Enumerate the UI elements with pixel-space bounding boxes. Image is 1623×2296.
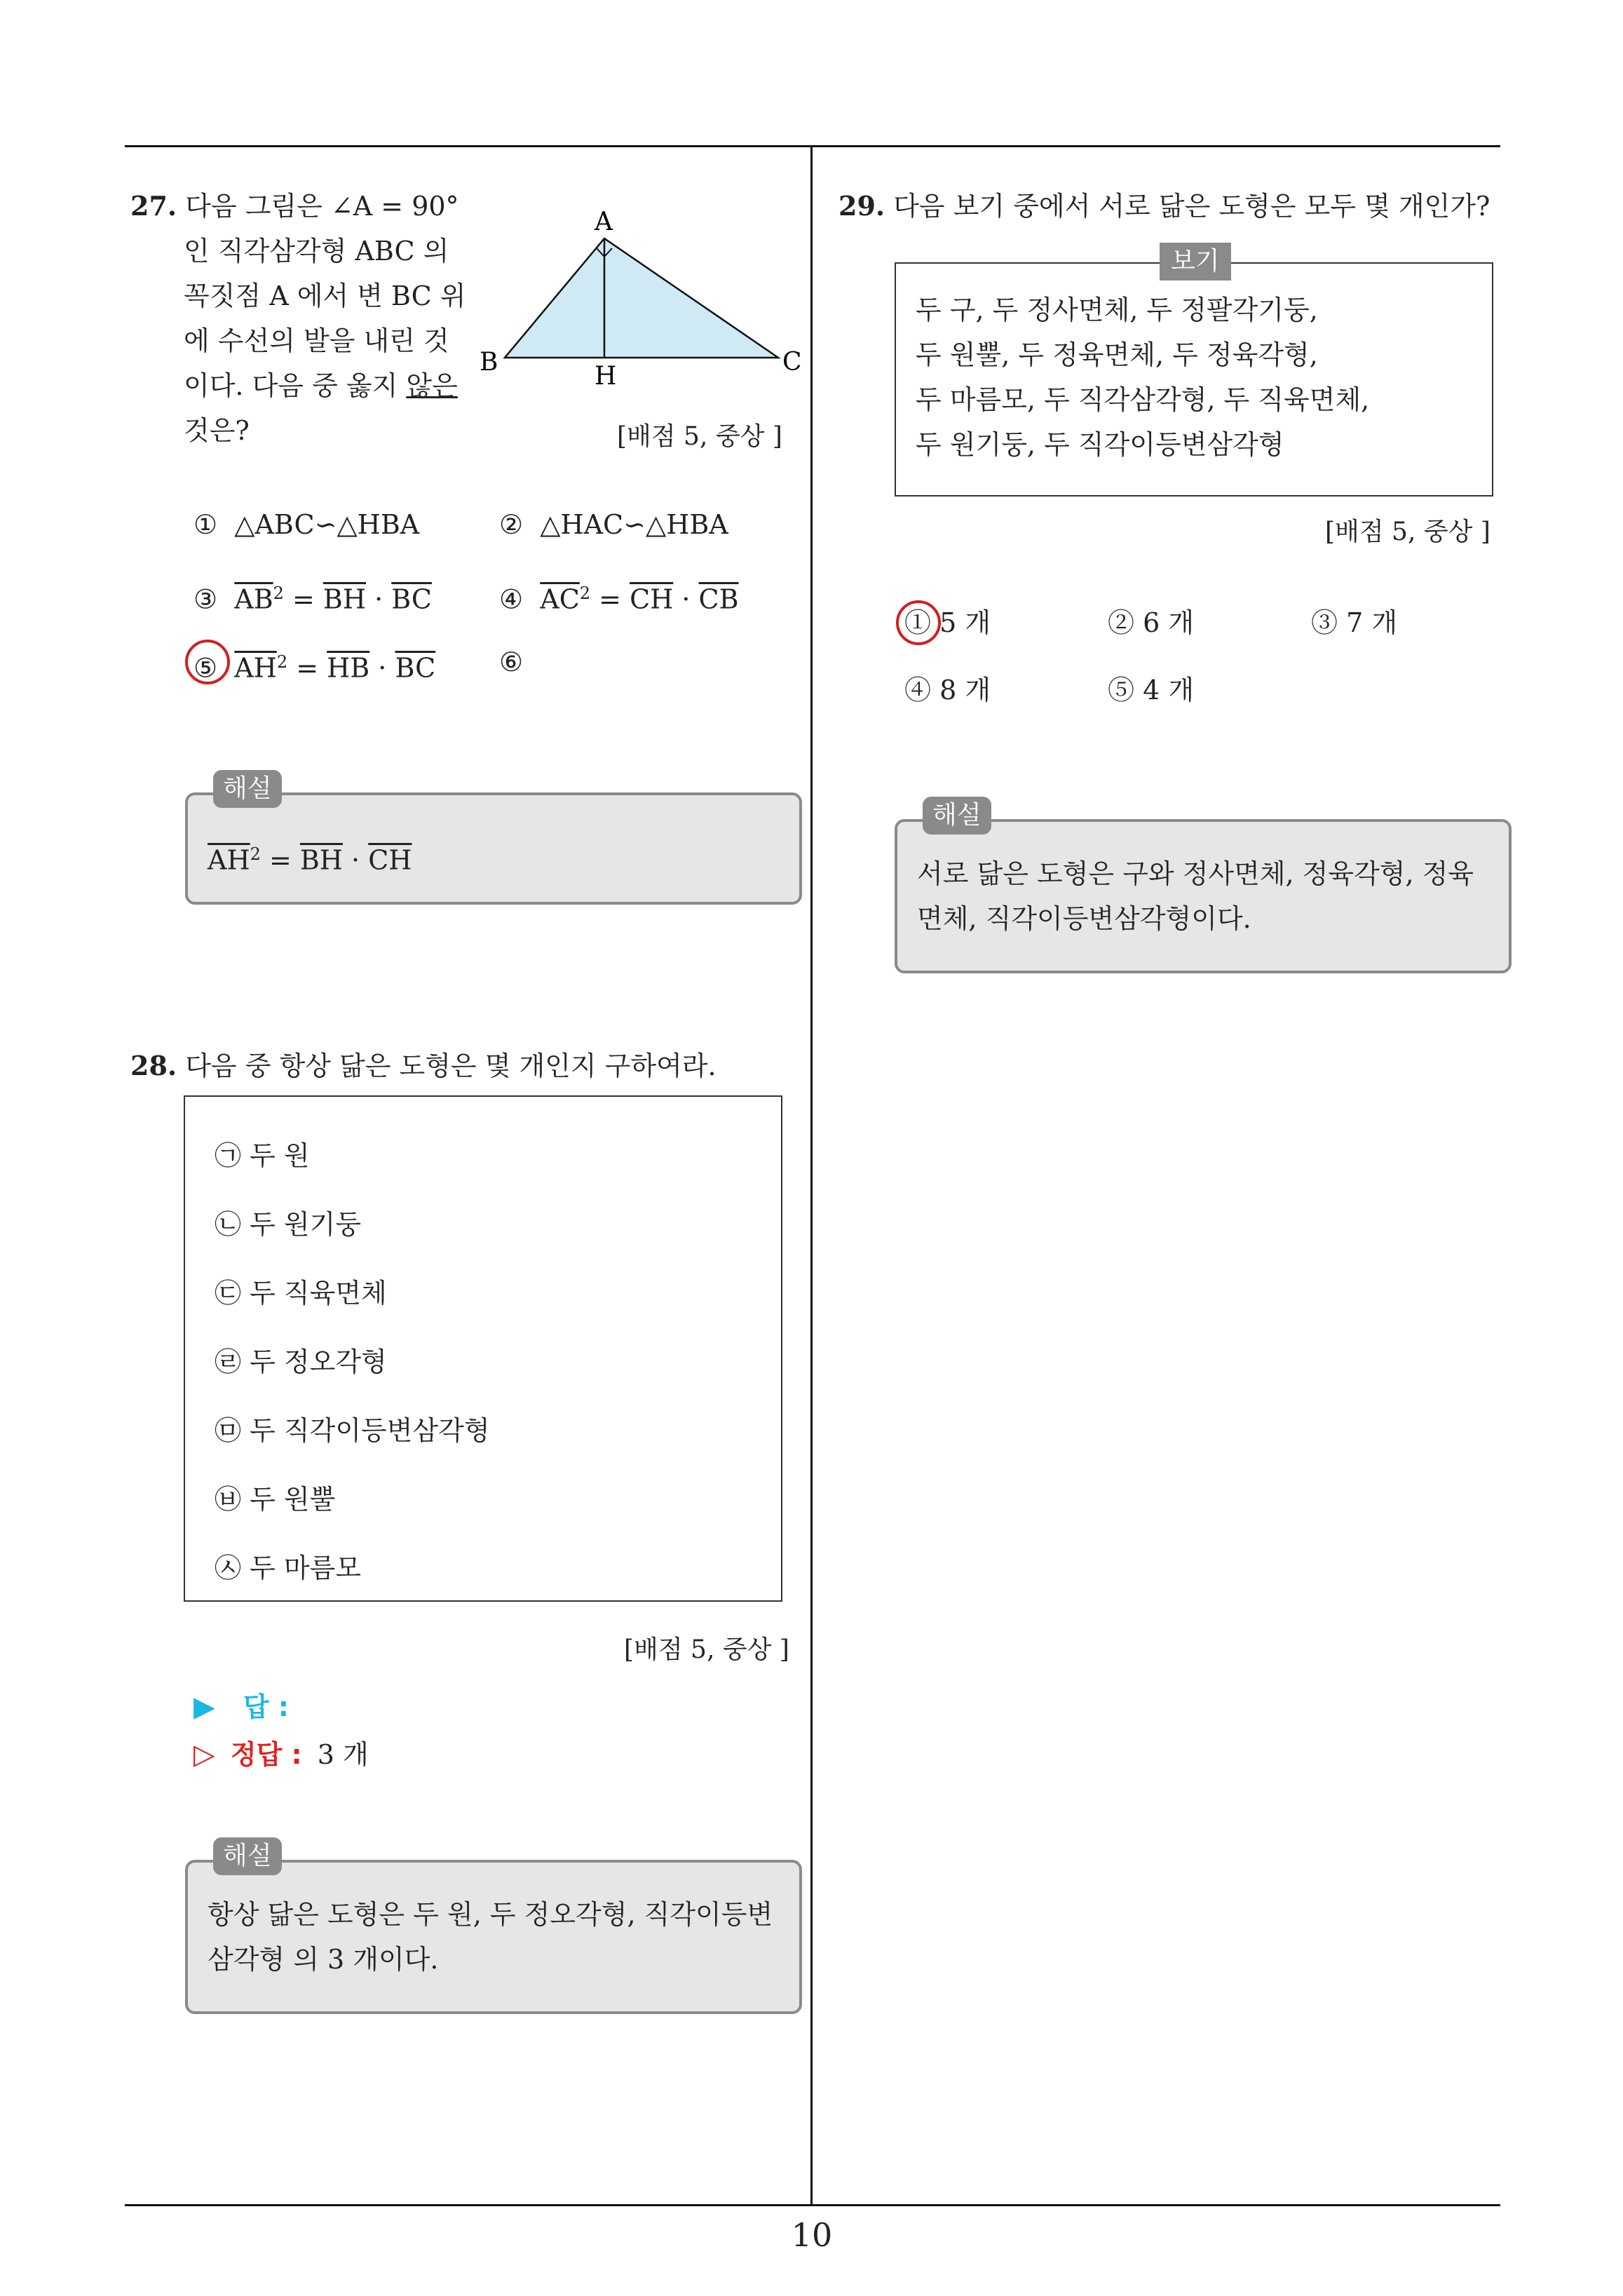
- choice-number: ⑤: [193, 652, 218, 684]
- q29-solution-tag: 해설: [923, 797, 991, 835]
- item-text: 두 원뿔: [250, 1484, 336, 1515]
- label-h: H: [595, 362, 617, 386]
- choice-number: ⑥: [499, 647, 524, 677]
- q28-stem-text: 다음 중 항상 닮은 도형은 몇 개인지 구하여라.: [185, 1051, 717, 1081]
- choice-text: 5 개: [939, 607, 991, 638]
- q27-stem: [130, 184, 467, 453]
- choice-text: △HAC∽△HBA: [540, 509, 728, 540]
- q27-answer-marker-circle: [185, 640, 230, 684]
- dot: ·: [365, 583, 392, 615]
- item-text: 두 원: [250, 1140, 310, 1171]
- segment-ac: $\overline{AC}$: [540, 583, 580, 615]
- equals: =: [283, 583, 323, 615]
- solution-line-2: 삼각형 의 3 개이다.: [208, 1944, 439, 1975]
- dot: ·: [369, 652, 395, 684]
- item-mark: ㉥: [215, 1484, 242, 1515]
- q28-item-4: [215, 1339, 490, 1408]
- correct-label: 정답 :: [230, 1739, 302, 1770]
- column-divider: [810, 145, 813, 2206]
- q28-item-7: [215, 1546, 490, 1614]
- q28-item-6: [215, 1477, 490, 1546]
- item-mark: ㉣: [215, 1346, 242, 1377]
- item-mark: ㉡: [215, 1209, 242, 1240]
- q27-choice-4[interactable]: [499, 571, 739, 622]
- q29-bogi-text: [916, 288, 1369, 467]
- choice-text: 4 개: [1143, 675, 1195, 705]
- exponent: 2: [276, 652, 288, 672]
- segment-bh: $\overline{BH}$: [322, 583, 366, 615]
- segment-bh: $\overline{BH}$: [299, 844, 343, 876]
- label-b: B: [480, 348, 498, 377]
- bogi-line-3: 두 마름모, 두 직각삼각형, 두 직육면체,: [916, 384, 1370, 415]
- q29-choice-2[interactable]: [1108, 600, 1194, 645]
- item-text: 두 정오각형: [250, 1346, 387, 1377]
- choice-text: 7 개: [1346, 607, 1398, 638]
- item-text: 두 원기둥: [250, 1209, 362, 1240]
- q27-stem-line-1: 다음 그림은 ∠A = 90°: [185, 191, 459, 222]
- choice-number: ⑤: [1108, 675, 1135, 705]
- bogi-line-4: 두 원기둥, 두 직각이등변삼각형: [916, 429, 1284, 460]
- answer-label: 답 :: [243, 1691, 289, 1722]
- q28-item-5: [215, 1408, 490, 1477]
- choice-number: ①: [193, 509, 218, 540]
- item-text: 두 직각이등변삼각형: [250, 1415, 490, 1446]
- segment-ab: $\overline{AB}$: [234, 583, 273, 615]
- correct-value: 3 개: [317, 1739, 369, 1770]
- page-number: 10: [791, 2216, 833, 2254]
- q29-choice-5[interactable]: [1108, 668, 1194, 713]
- choice-number: ③: [1311, 607, 1338, 638]
- q29-bogi-tag: 보기: [1160, 243, 1231, 281]
- q27-solution-text: [208, 832, 412, 883]
- exponent: 2: [579, 583, 591, 603]
- choice-number: ②: [499, 509, 524, 540]
- equals: =: [590, 583, 630, 615]
- solution-line-2: 면체, 직각이등변삼각형이다.: [917, 903, 1251, 934]
- label-a: A: [595, 208, 613, 236]
- q28-item-2: [215, 1202, 490, 1271]
- item-text: 두 마름모: [250, 1553, 362, 1583]
- segment-ch: $\overline{CH}$: [630, 583, 674, 615]
- q29-choice-3[interactable]: [1311, 600, 1397, 645]
- equals: =: [260, 844, 300, 876]
- q29-number: 29.: [838, 190, 885, 222]
- q27-stem-line-6: 것은?: [184, 415, 250, 446]
- q27-stem-underlined: 않은: [406, 370, 458, 401]
- q27-stem-line-2: 인 직각삼각형 ABC 의: [184, 236, 449, 266]
- q29-score: [배점 5, 중상 ]: [1325, 518, 1490, 546]
- top-rule: [125, 145, 1500, 147]
- segment-ch: $\overline{CH}$: [368, 844, 412, 876]
- choice-text: 8 개: [939, 675, 991, 705]
- q27-number: 27.: [130, 190, 177, 222]
- q28-score: [배점 5, 중상 ]: [624, 1635, 789, 1664]
- q28-item-3: [215, 1271, 490, 1339]
- choice-number: ④: [499, 583, 524, 615]
- hollow-play-icon: ▷: [193, 1738, 215, 1771]
- q28-item-1: [215, 1133, 490, 1202]
- choice-text: 6 개: [1143, 607, 1195, 638]
- q28-solution-text: [208, 1892, 773, 1982]
- q27-stem-line-5: 이다. 다음 중 옳지: [184, 370, 407, 401]
- dot: ·: [342, 844, 369, 876]
- q28-stem: [130, 1044, 717, 1088]
- item-mark: ㉠: [215, 1140, 242, 1171]
- exponent: 2: [250, 844, 261, 864]
- q28-correct-row: [193, 1732, 369, 1777]
- choice-number: ④: [904, 675, 932, 705]
- item-mark: ㉤: [215, 1415, 242, 1446]
- q29-stem-text: 다음 보기 중에서 서로 닮은 도형은 모두 몇 개인가?: [893, 191, 1490, 222]
- segment-ah: $\overline{AH}$: [208, 844, 250, 876]
- bogi-line-1: 두 구, 두 정사면체, 두 정팔각기둥,: [916, 295, 1318, 325]
- q29-answer-marker-circle: [896, 600, 941, 645]
- q27-choice-6[interactable]: [499, 640, 523, 684]
- q27-triangle-figure: [477, 196, 806, 386]
- solution-line-1: 항상 닮은 도형은 두 원, 두 정오각형, 직각이등변: [208, 1899, 773, 1930]
- item-mark: ㉢: [215, 1278, 242, 1309]
- choice-number: ②: [1108, 607, 1135, 638]
- q27-choice-5[interactable]: [193, 640, 435, 691]
- choice-number: ③: [193, 583, 218, 615]
- q27-choice-3[interactable]: [193, 571, 432, 622]
- q27-choice-2[interactable]: [499, 502, 728, 547]
- equals: =: [287, 652, 327, 684]
- segment-ah: $\overline{AH}$: [234, 652, 277, 684]
- q27-stem-line-3: 꼭짓점 A 에서 변 BC 위: [184, 281, 466, 311]
- q28-solution-tag: 해설: [213, 1837, 282, 1875]
- bottom-rule: [125, 2204, 1500, 2206]
- exponent: 2: [273, 583, 284, 603]
- item-text: 두 직육면체: [250, 1278, 387, 1309]
- triangle-abc: [505, 238, 778, 358]
- q28-number: 28.: [130, 1050, 177, 1081]
- item-mark: ㉦: [215, 1553, 242, 1583]
- q27-solution-tag: 해설: [213, 770, 282, 808]
- play-icon: ▶: [193, 1691, 215, 1723]
- q27-score: [배점 5, 중상 ]: [617, 422, 782, 451]
- choice-number: ①: [904, 607, 932, 638]
- label-c: C: [782, 348, 802, 377]
- q29-solution-text: [917, 851, 1474, 941]
- q27-stem-line-4: 에 수선의 발을 내린 것: [184, 325, 449, 356]
- segment-bc: $\overline{BC}$: [395, 652, 436, 684]
- segment-hb: $\overline{HB}$: [327, 652, 370, 684]
- bogi-line-2: 두 원뿔, 두 정육면체, 두 정육각형,: [916, 339, 1318, 370]
- dot: ·: [673, 583, 699, 615]
- segment-cb: $\overline{CB}$: [698, 583, 739, 615]
- choice-text: △ABC∽△HBA: [234, 509, 420, 540]
- segment-bc: $\overline{BC}$: [391, 583, 432, 615]
- q28-items: [215, 1133, 490, 1614]
- solution-line-1: 서로 닮은 도형은 구와 정사면체, 정육각형, 정육: [917, 858, 1474, 889]
- q28-answer-row[interactable]: [193, 1684, 289, 1729]
- q29-stem: [838, 184, 1490, 229]
- q27-choice-1[interactable]: [193, 502, 419, 547]
- q29-choice-4[interactable]: [904, 668, 991, 713]
